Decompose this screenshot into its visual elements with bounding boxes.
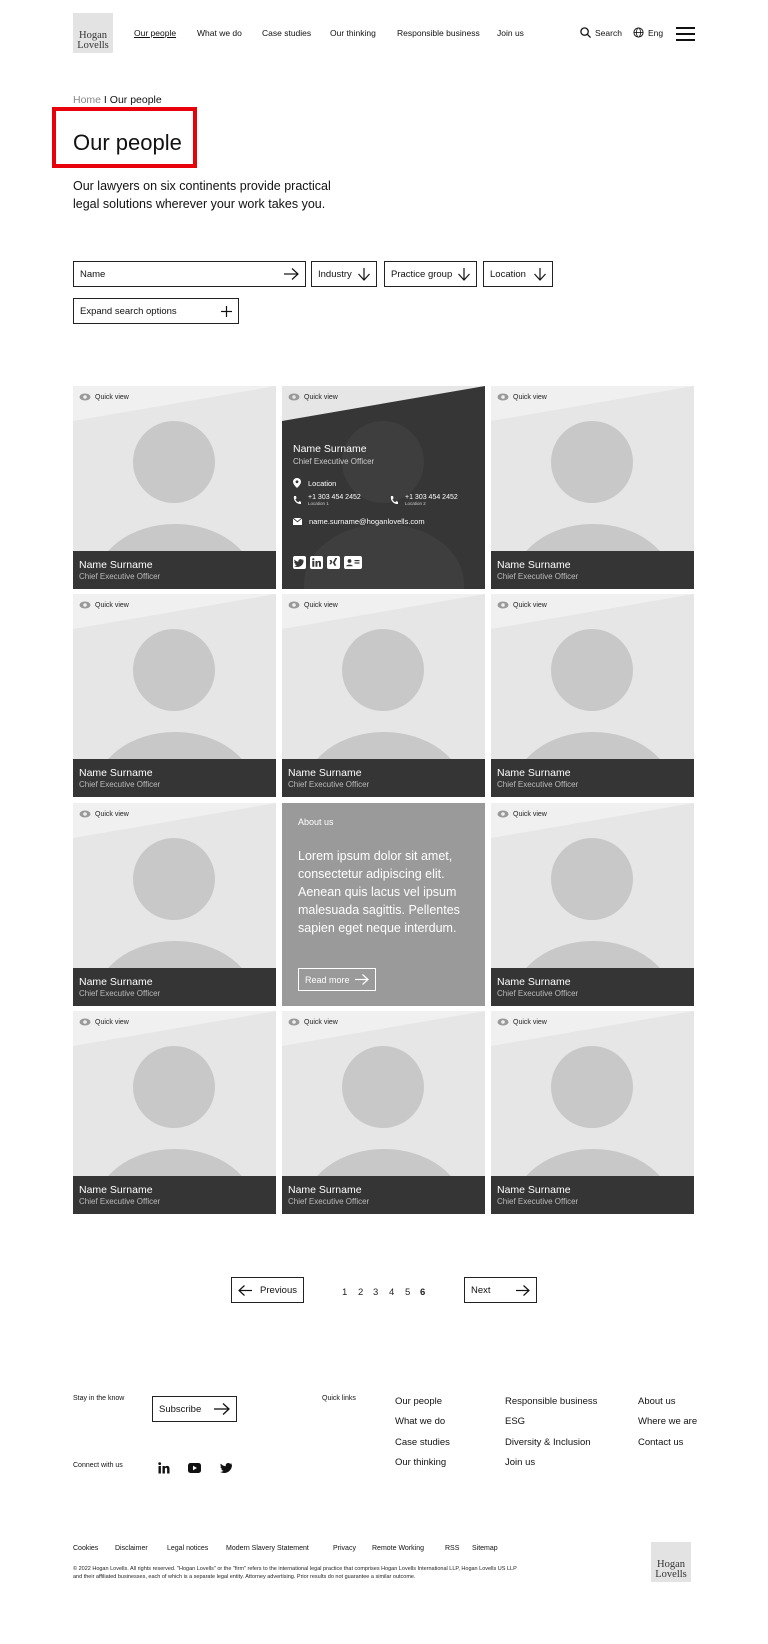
legal-notices[interactable]: Legal notices: [167, 1545, 209, 1552]
about-us-text: Lorem ipsum dolor sit amet, consectetur adipiscing elit. Aenean quis lacus vel ipsum malesuada sagittis. Pellentes sapien eget neque interdum.: [298, 849, 460, 935]
nav-our-people[interactable]: Our people: [134, 28, 177, 38]
person-name: Name Surname: [288, 767, 362, 779]
arrow-right-icon: [214, 1403, 230, 1415]
copyright-text: © 2022 Hogan Lovells. All rights reserved. "Hogan Lovells" or the "firm" refers to the international legal practice that comprises Hogan Lovells International LLP, Hogan Lovells US LLP and their affiliated businesses, each of which is a separate legal entity. Attorney advertising. Prior results do not guarantee a similar outcome.: [73, 1566, 517, 1580]
quick-view-label: Quick view: [95, 810, 129, 818]
person-name: Name Surname: [497, 976, 571, 988]
youtube-icon[interactable]: [188, 1463, 201, 1473]
quick-view-label: Quick view: [95, 393, 129, 401]
subscribe-label: Subscribe: [159, 1403, 202, 1415]
read-more-label: Read more: [305, 974, 350, 985]
phone-2[interactable]: [390, 494, 458, 506]
footer-link-our-people[interactable]: Our people: [395, 1396, 443, 1407]
quick-view-button[interactable]: [497, 1018, 547, 1026]
person-name: Name Surname: [497, 559, 571, 571]
legal-remote-working[interactable]: Remote Working: [372, 1545, 425, 1552]
page-6-current[interactable]: 6: [420, 1287, 426, 1298]
page-title: Our people: [73, 130, 182, 155]
person-title: Chief Executive Officer: [497, 989, 579, 998]
person-name: Name Surname: [79, 1184, 153, 1196]
quick-view-button[interactable]: [497, 393, 547, 401]
person-card[interactable]: [282, 1011, 485, 1214]
footer-link-where-we-are[interactable]: Where we are: [638, 1416, 698, 1427]
location-label: Location: [490, 268, 526, 280]
next-label: Next: [471, 1284, 491, 1296]
previous-label: Previous: [260, 1284, 297, 1296]
person-title: Chief Executive Officer: [79, 1197, 161, 1206]
quick-view-button[interactable]: [288, 393, 338, 401]
eye-icon: [497, 810, 509, 818]
nav-case-studies[interactable]: Case studies: [262, 28, 312, 38]
person-card[interactable]: [491, 803, 694, 1006]
expand-search-button[interactable]: [73, 298, 239, 324]
phone-1-label: Location 1: [308, 501, 329, 506]
person-title: Chief Executive Officer: [288, 780, 370, 789]
person-title: Chief Executive Officer: [79, 989, 161, 998]
arrow-down-icon: [458, 268, 470, 281]
eye-icon: [79, 810, 91, 818]
about-us-label: About us: [298, 817, 334, 827]
page-3[interactable]: 3: [373, 1287, 379, 1298]
person-name: Name Surname: [293, 443, 367, 455]
phone-icon: [390, 496, 398, 505]
person-card[interactable]: [491, 386, 694, 589]
person-card[interactable]: [491, 594, 694, 797]
read-more-button[interactable]: [298, 968, 376, 991]
name-bar: [491, 968, 694, 1006]
person-card[interactable]: [491, 1011, 694, 1214]
name-bar: [491, 1176, 694, 1214]
plus-icon: [221, 306, 232, 317]
previous-page-button[interactable]: [231, 1277, 304, 1303]
footer-link-esg[interactable]: ESG: [505, 1416, 526, 1427]
logo-text-line1: Hogan: [79, 30, 107, 41]
name-bar: [73, 968, 276, 1006]
legal-privacy[interactable]: Privacy: [333, 1545, 356, 1552]
globe-icon: [633, 27, 644, 38]
stay-in-know-label: Stay in the know: [73, 1395, 125, 1402]
arrow-left-icon: [238, 1285, 252, 1296]
footer-link-case-studies[interactable]: Case studies: [395, 1437, 450, 1448]
quick-view-button[interactable]: [79, 1018, 129, 1026]
name-bar: [73, 1176, 276, 1214]
phone-2-number: +1 303 454 2452: [405, 494, 458, 501]
email-text: name.surname@hoganlovells.com: [309, 517, 425, 526]
phone-1-number: +1 303 454 2452: [308, 494, 361, 501]
xing-icon[interactable]: [327, 556, 340, 569]
arrow-right-icon: [355, 974, 369, 985]
phone-icon: [293, 496, 301, 505]
eye-icon: [79, 393, 91, 401]
quick-view-button[interactable]: [497, 810, 547, 818]
quick-view-button[interactable]: [288, 601, 338, 609]
expand-search-label: Expand search options: [80, 305, 177, 317]
vcard-icon[interactable]: [344, 556, 362, 569]
quick-view-button[interactable]: [288, 1018, 338, 1026]
name-bar: [491, 551, 694, 589]
location-pin-icon: [293, 478, 301, 488]
person-name: Name Surname: [79, 559, 153, 571]
breadcrumb-separator: I: [101, 94, 110, 106]
page-2[interactable]: 2: [358, 1287, 364, 1298]
name-bar: [73, 759, 276, 797]
nav-join-us[interactable]: Join us: [497, 28, 524, 38]
quick-view-label: Quick view: [95, 601, 129, 609]
person-card[interactable]: [73, 594, 276, 797]
card-wedge: [282, 386, 485, 421]
about-us-card: [282, 803, 485, 1006]
eye-icon: [288, 393, 300, 401]
quick-links-label: Quick links: [322, 1395, 356, 1402]
arrow-down-icon: [358, 268, 370, 281]
logo-text-line2: Lovells: [77, 40, 109, 51]
next-page-button[interactable]: [464, 1277, 537, 1303]
person-title: Chief Executive Officer: [79, 780, 161, 789]
location-dropdown[interactable]: [483, 261, 553, 287]
person-title: Chief Executive Officer: [288, 1197, 370, 1206]
breadcrumb: [73, 94, 162, 106]
name-bar: [73, 551, 276, 589]
person-title: Chief Executive Officer: [497, 572, 579, 581]
eye-icon: [497, 1018, 509, 1026]
language-label: Eng: [648, 27, 664, 38]
eye-icon: [497, 393, 509, 401]
eye-icon: [497, 601, 509, 609]
person-name: Name Surname: [497, 767, 571, 779]
legal-cookies[interactable]: Cookies: [73, 1545, 99, 1552]
page-4[interactable]: 4: [389, 1287, 395, 1298]
arrow-down-icon: [534, 268, 546, 281]
nav-responsible-business[interactable]: Responsible business: [397, 28, 480, 38]
quick-view-button[interactable]: [497, 601, 547, 609]
quick-view-button[interactable]: [79, 601, 129, 609]
legal-modern-slavery[interactable]: Modern Slavery Statement: [226, 1545, 309, 1552]
eye-icon: [79, 601, 91, 609]
footer-link-diversity-inclusion[interactable]: Diversity & Inclusion: [505, 1437, 591, 1448]
breadcrumb-current: Our people: [109, 94, 162, 106]
person-location: [293, 478, 336, 488]
search-icon: [580, 27, 591, 38]
name-bar: [282, 759, 485, 797]
eye-icon: [288, 1018, 300, 1026]
name-search-field[interactable]: [73, 261, 306, 287]
nav-our-thinking[interactable]: Our thinking: [330, 28, 376, 38]
person-name: Name Surname: [79, 767, 153, 779]
person-name: Name Surname: [497, 1184, 571, 1196]
quick-view-button[interactable]: [79, 810, 129, 818]
person-name: Name Surname: [288, 1184, 362, 1196]
quick-view-label: Quick view: [513, 601, 547, 609]
phone-1[interactable]: [293, 494, 361, 506]
practice-group-dropdown[interactable]: [384, 261, 477, 287]
person-card-expanded[interactable]: [282, 386, 485, 589]
connect-label: Connect with us: [73, 1462, 123, 1469]
name-bar: [282, 1176, 485, 1214]
legal-rss[interactable]: RSS: [445, 1545, 460, 1552]
name-search-placeholder: Name: [80, 268, 106, 280]
search-label: Search: [595, 27, 622, 38]
breadcrumb-home[interactable]: Home: [73, 94, 102, 106]
twitter-icon[interactable]: [220, 1463, 232, 1473]
phone-2-label: Location 2: [405, 501, 426, 506]
person-card[interactable]: [73, 803, 276, 1006]
linkedin-icon[interactable]: [158, 1462, 170, 1474]
linkedin-icon[interactable]: [310, 556, 323, 569]
person-card[interactable]: [73, 1011, 276, 1214]
person-title: Chief Executive Officer: [79, 572, 161, 581]
footer-link-what-we-do[interactable]: What we do: [395, 1416, 446, 1427]
practice-group-label: Practice group: [391, 268, 453, 280]
footer-link-about-us[interactable]: About us: [638, 1396, 676, 1407]
logo[interactable]: [73, 13, 113, 53]
person-email[interactable]: [293, 517, 425, 526]
footer-logo-line2: Lovells: [655, 1569, 687, 1580]
person-card[interactable]: [73, 386, 276, 589]
industry-dropdown[interactable]: [311, 261, 377, 287]
footer-link-responsible-business[interactable]: Responsible business: [505, 1396, 598, 1407]
subscribe-button[interactable]: [152, 1396, 237, 1422]
legal-sitemap[interactable]: Sitemap: [472, 1545, 498, 1552]
person-title: Chief Executive Officer: [293, 457, 375, 466]
footer-link-join-us[interactable]: Join us: [505, 1457, 536, 1468]
legal-disclaimer[interactable]: Disclaimer: [115, 1545, 148, 1552]
person-title: Chief Executive Officer: [497, 780, 579, 789]
footer-link-contact-us[interactable]: Contact us: [638, 1437, 684, 1448]
page-1[interactable]: 1: [342, 1287, 348, 1298]
footer-link-our-thinking[interactable]: Our thinking: [395, 1457, 447, 1468]
search-button[interactable]: [580, 27, 622, 38]
quick-view-label: Quick view: [513, 1018, 547, 1026]
language-selector[interactable]: [633, 27, 663, 38]
mail-icon: [293, 518, 302, 525]
arrow-right-icon: [516, 1285, 530, 1296]
name-bar: [491, 759, 694, 797]
quick-view-label: Quick view: [304, 393, 338, 401]
arrow-right-icon: [284, 268, 299, 280]
menu-icon[interactable]: [676, 27, 695, 45]
eye-icon: [288, 601, 300, 609]
nav-what-we-do[interactable]: What we do: [197, 28, 242, 38]
twitter-icon[interactable]: [293, 556, 306, 569]
quick-view-label: Quick view: [95, 1018, 129, 1026]
social-links: [293, 556, 362, 569]
eye-icon: [79, 1018, 91, 1026]
quick-view-label: Quick view: [513, 810, 547, 818]
footer-logo-line1: Hogan: [657, 1559, 685, 1570]
quick-view-label: Quick view: [304, 1018, 338, 1026]
industry-label: Industry: [318, 268, 352, 280]
person-title: Chief Executive Officer: [497, 1197, 579, 1206]
person-name: Name Surname: [79, 976, 153, 988]
quick-view-button[interactable]: [79, 393, 129, 401]
quick-view-label: Quick view: [304, 601, 338, 609]
intro-text: Our lawyers on six continents provide practical legal solutions wherever your work takes you.: [73, 179, 331, 211]
page-5[interactable]: 5: [405, 1287, 411, 1298]
quick-view-label: Quick view: [513, 393, 547, 401]
person-card[interactable]: [282, 594, 485, 797]
footer-logo[interactable]: [651, 1542, 691, 1582]
location-text: Location: [308, 478, 337, 488]
